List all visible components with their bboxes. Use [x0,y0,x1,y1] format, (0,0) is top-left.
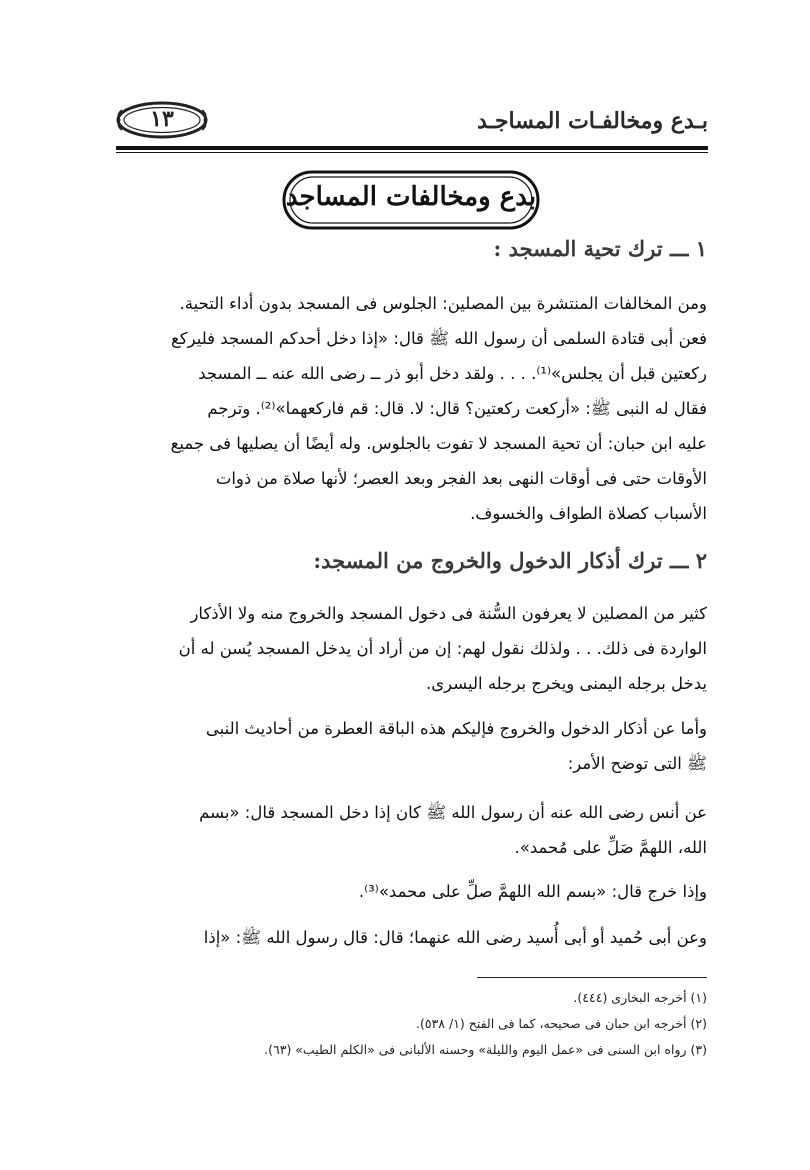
chapter-title: بدع ومخالفات المساجد [285,182,537,212]
paragraph [107,920,707,955]
section-heading: ٢ ـــ ترك أذكار الدخول والخروج من المسجد: [313,548,707,573]
footnote: (٣) رواه ابن السنى فى «عمل اليوم والليلة» وحسنه الألبانى فى «الكلم الطيب» (٦٣). [264,1042,707,1057]
footnote: (٢) أخرجه ابن حبان فى صحيحه، كما فى الفتح (١/ ٥٣٨). [415,1016,707,1031]
page-number: ١٣ [150,106,174,132]
running-title: بـدع ومخالفـات المساجـد [476,108,708,134]
text-line: فقال له النبى ﷺ: «أركعت ركعتين؟ قال: لا. قال: قم فاركعهما»⁽²⁾. وترجم [207,399,707,418]
footnote-separator [477,977,707,978]
text-line: ﷺ التى توضح الأمر: [567,754,707,773]
header-rule-thick [116,146,708,150]
text-line: ومن المخالفات المنتشرة بين المصلين: الجلوس فى المسجد بدون أداء التحية. [179,294,707,313]
text-line: كثير من المصلين لا يعرفون السُّنة فى دخول المسجد والخروج منه ولا الأذكار [190,604,707,623]
text-line: وإذا خرج قال: «بسم الله اللهمَّ صلِّ على محمد»⁽³⁾. [358,882,707,901]
paragraph [107,795,707,865]
footnote: (١) أخرجه البخارى (٤٤٤). [573,990,707,1005]
text-line: الأوقات حتى فى أوقات النهى بعد الفجر وبعد العصر؛ لأنها صلاة من ذوات [215,469,707,488]
paragraph [107,874,707,909]
paragraph [107,711,707,781]
text-line: الله، اللهمَّ صَلِّ على مُحمد». [514,838,707,857]
page-number-badge [116,100,208,140]
text-line: فعن أبى قتادة السلمى أن رسول الله ﷺ قال: «إذا دخل أحدكم المسجد فليركع [170,329,707,348]
text-line: وعن أبى حُميد أو أبى أُسيد رضى الله عنهما؛ قال: قال رسول الله ﷺ: «إذا [203,928,707,947]
text-line: ركعتين قبل أن يجلس»⁽¹⁾. . . . ولقد دخل أبو ذر ــ رضى الله عنه ــ المسجد [198,364,707,383]
section-heading: ١ ـــ ترك تحية المسجد : [493,236,707,261]
text-line: الأسباب كصلاة الطواف والخسوف. [470,504,707,523]
text-line: عليه ابن حبان: أن تحية المسجد لا تفوت بالجلوس. وله أيضًا أن يصليها فى جميع [170,434,707,453]
text-line: الواردة فى ذلك. . . ولذلك نقول لهم: إن من أراد أن يدخل المسجد يُسن له أن [178,639,707,658]
text-line: وأما عن أذكار الدخول والخروج فإليكم هذه الباقة العطرة من أحاديث النبى [205,719,707,738]
running-header [116,100,708,140]
text-line: يدخل برجله اليمنى ويخرج برجله اليسرى. [426,674,707,693]
paragraph [107,596,707,701]
text-line: عن أنس رضى الله عنه أن رسول الله ﷺ كان إذا دخل المسجد قال: «بسم [199,803,707,822]
paragraph [107,286,707,531]
header-rule-thin [116,152,708,153]
chapter-title-cartouche [280,168,542,232]
